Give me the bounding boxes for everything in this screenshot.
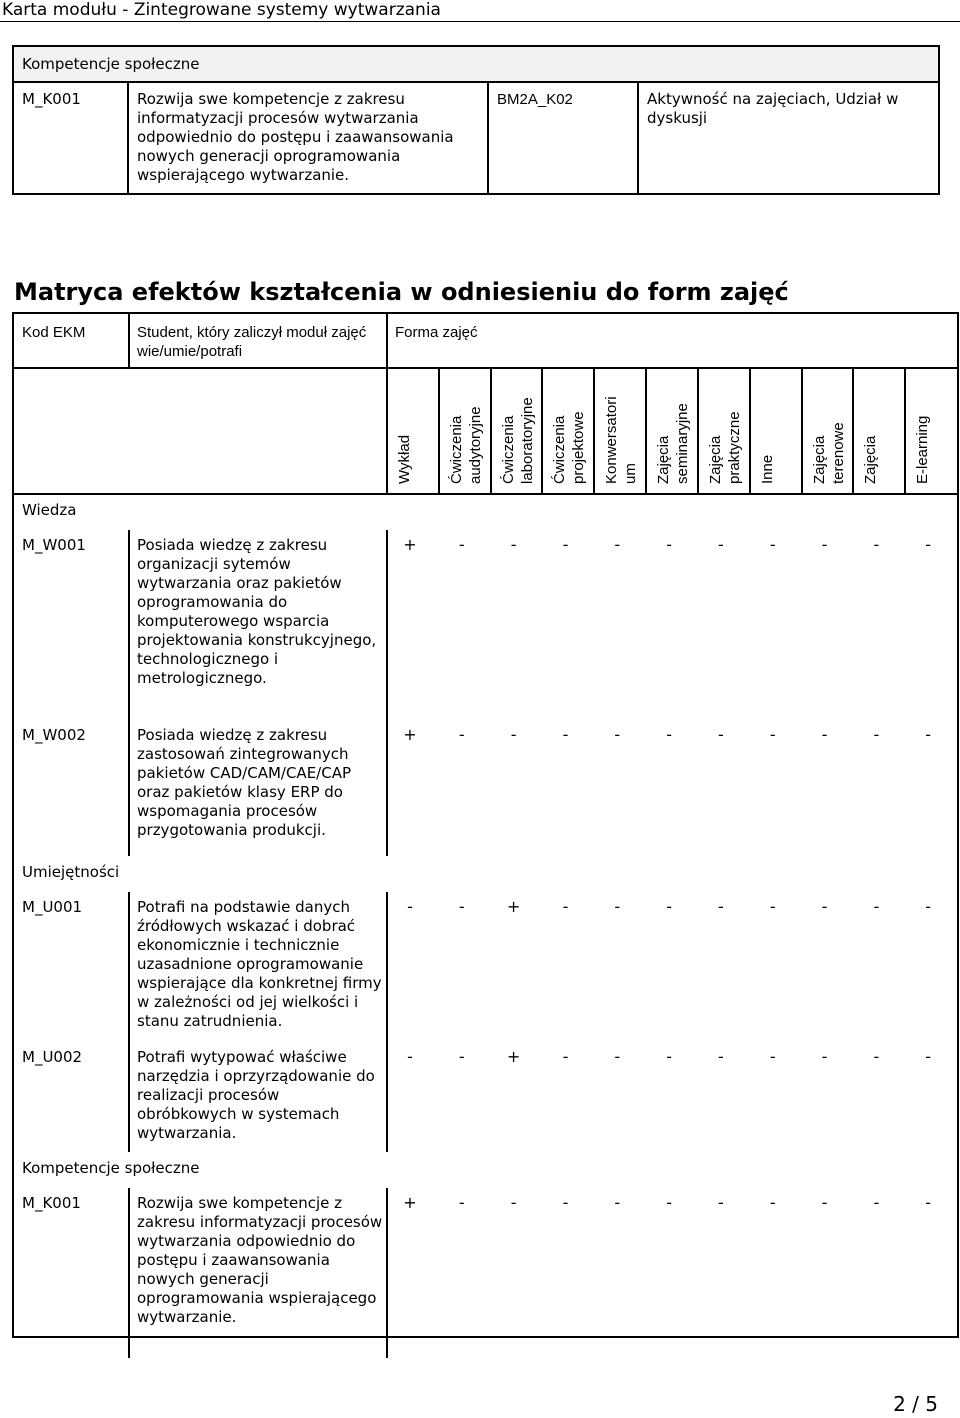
outcome-reference-cell xyxy=(488,82,638,194)
section-label-kompetencje-społeczne: Kompetencje społeczne xyxy=(22,1159,200,1177)
form-mark: - xyxy=(925,1193,932,1212)
form-mark: - xyxy=(873,535,880,554)
form-mark: + xyxy=(403,1193,417,1212)
outcome-code: M_K001 xyxy=(22,1194,81,1212)
grid-line xyxy=(541,368,543,494)
outcome-code: M_W001 xyxy=(22,536,86,554)
form-mark: - xyxy=(873,1193,880,1212)
grid-line xyxy=(14,367,957,369)
grid-line xyxy=(386,314,388,368)
verification-method-cell xyxy=(638,82,939,194)
form-mark: + xyxy=(506,897,521,916)
form-mark: + xyxy=(403,535,417,554)
form-mark: - xyxy=(925,725,932,744)
form-mark: - xyxy=(769,897,776,916)
form-mark: - xyxy=(458,897,465,916)
grid-line xyxy=(490,368,492,494)
form-mark: - xyxy=(458,725,465,744)
outcome-description: Posiada wiedzę z zakresu organizacji sytemów wytwarzania oraz pakietów oprogramowania do komputerowego wsparcia projektowania konstrukcyjnego, technologicznego i metrologicznego. xyxy=(137,536,377,687)
form-mark: - xyxy=(821,897,828,916)
outcome-reference: BM2A_K02 xyxy=(497,91,573,108)
outcome-description: Rozwija swe kompetencje z zakresu informatyzacji procesów wytwarzania odpowiednio do postępu i zaawansowania nowych generacji oprogramowania wspierającego wytwarzanie. xyxy=(137,90,454,184)
column-header-kod: Kod EKM xyxy=(22,324,86,341)
form-mark: - xyxy=(718,897,724,916)
form-mark: - xyxy=(769,725,776,744)
outcome-code: M_K001 xyxy=(22,90,81,108)
outcome-description: Posiada wiedzę z zakresu zastosowań zintegrowanych pakietów CAD/CAM/CAE/CAP oraz pakietów klasy ERP do wspomagania procesów przygotowania produkcji. xyxy=(137,726,352,839)
form-label-1 xyxy=(395,435,414,484)
form-mark: - xyxy=(510,725,517,744)
form-mark: - xyxy=(510,535,517,554)
form-mark: - xyxy=(614,535,621,554)
header-divider xyxy=(0,21,960,22)
form-mark: - xyxy=(666,1193,672,1212)
outcome-code-cell xyxy=(13,82,128,194)
grid-line xyxy=(438,368,440,494)
form-label-line: Wykład xyxy=(396,434,413,484)
section-header xyxy=(13,46,939,82)
grid-line xyxy=(128,1042,130,1152)
grid-line xyxy=(386,530,388,720)
form-label-line: audytoryjne xyxy=(466,406,484,484)
forms-matrix-table xyxy=(12,312,959,1338)
form-mark: - xyxy=(925,897,932,916)
form-label-line: Konwersatori xyxy=(603,396,621,484)
form-mark: + xyxy=(403,725,417,744)
form-mark: - xyxy=(873,1047,880,1066)
grid-line xyxy=(386,368,388,494)
grid-line xyxy=(386,720,388,856)
form-label-line: Zajęcia xyxy=(655,435,673,484)
outcome-description: Potrafi na podstawie danych źródłowych wskazać i dobrać ekonomicznie i technicznie uzasadnione oprogramowanie wspierające dla konkretnej firmy w zależności od jej wielkości i stanu zatrudnienia. xyxy=(137,898,382,1030)
form-label-4 xyxy=(550,411,588,484)
form-mark: - xyxy=(666,1047,672,1066)
grid-line xyxy=(852,368,854,494)
form-label-line: Ćwiczenia xyxy=(447,415,465,484)
page-number: 2 / 5 xyxy=(893,1392,938,1416)
form-label-line: praktyczne xyxy=(725,411,743,484)
form-mark: - xyxy=(458,1193,465,1212)
form-mark: - xyxy=(666,725,672,744)
form-label-line: Zajęcia xyxy=(862,435,880,484)
form-mark: - xyxy=(614,1047,621,1066)
form-label-line: terenowe xyxy=(829,422,847,484)
form-mark: + xyxy=(506,1047,521,1066)
form-label-line: projektowe xyxy=(570,411,588,484)
form-mark: - xyxy=(458,1047,465,1066)
form-label-line: Ćwiczenia xyxy=(551,415,569,484)
form-mark: - xyxy=(562,725,569,744)
grid-line xyxy=(386,892,388,1042)
grid-line xyxy=(749,368,751,494)
form-mark: - xyxy=(718,1193,724,1212)
form-mark: - xyxy=(458,535,465,554)
form-mark: - xyxy=(718,535,724,554)
form-mark: - xyxy=(769,1047,776,1066)
form-mark: - xyxy=(666,897,672,916)
form-label-3 xyxy=(499,397,537,484)
form-label-line: laboratoryjne xyxy=(518,397,536,484)
form-mark: - xyxy=(821,1047,828,1066)
form-mark: - xyxy=(562,1193,569,1212)
form-mark: - xyxy=(718,1047,724,1066)
grid-line xyxy=(697,368,699,494)
grid-line xyxy=(128,530,130,720)
grid-line xyxy=(386,1042,388,1152)
column-header-forma: Forma zajęć xyxy=(395,324,478,341)
form-label-2 xyxy=(447,406,485,484)
form-mark: - xyxy=(821,725,828,744)
form-mark: - xyxy=(821,1193,828,1212)
column-header-student: Student, który zaliczył moduł zajęć wie/umie/potrafi xyxy=(137,324,367,360)
section-label-umiejętności: Umiejętności xyxy=(22,863,120,881)
grid-line xyxy=(645,368,647,494)
form-mark: - xyxy=(614,1193,621,1212)
form-mark: - xyxy=(769,1193,776,1212)
form-label-5 xyxy=(602,396,640,484)
page-header-title: Karta modułu - Zintegrowane systemy wytwarzania xyxy=(2,0,441,20)
form-mark: - xyxy=(510,1193,517,1212)
form-mark: - xyxy=(718,725,724,744)
grid-line xyxy=(128,892,130,1042)
form-label-9 xyxy=(810,422,848,484)
grid-line xyxy=(14,493,957,495)
form-mark: - xyxy=(614,725,621,744)
section-label-wiedza: Wiedza xyxy=(22,501,77,519)
form-mark: - xyxy=(925,1047,932,1066)
outcome-code: M_U002 xyxy=(22,1048,83,1066)
form-label-line: Inne xyxy=(758,454,776,484)
form-label-6 xyxy=(654,403,692,484)
matrix-title: Matryca efektów kształcenia w odniesieniu do form zajęć xyxy=(14,278,789,306)
grid-line xyxy=(593,368,595,494)
grid-line xyxy=(904,368,906,494)
grid-line xyxy=(386,1188,388,1358)
form-mark: - xyxy=(666,535,672,554)
grid-line xyxy=(128,314,130,368)
form-mark: - xyxy=(407,897,413,916)
outcome-description: Potrafi wytypować właściwe narzędzia i oprzyrządowanie do realizacji procesów obróbkowych w systemach wytwarzania. xyxy=(137,1048,375,1142)
form-label-line: Zajęcia xyxy=(706,435,724,484)
competences-table xyxy=(12,45,940,195)
form-label-7 xyxy=(706,411,744,484)
form-mark: - xyxy=(614,897,621,916)
outcome-description-cell xyxy=(128,82,488,194)
outcome-code: M_U001 xyxy=(22,898,83,916)
form-label-10 xyxy=(861,436,880,484)
form-mark: - xyxy=(562,897,569,916)
form-mark: - xyxy=(562,535,569,554)
form-mark: - xyxy=(821,535,828,554)
grid-line xyxy=(801,368,803,494)
section-label: Kompetencje społeczne xyxy=(22,55,200,73)
outcome-code: M_W002 xyxy=(22,726,86,744)
form-label-line: E-learning xyxy=(914,415,932,484)
verification-method: Aktywność na zajęciach, Udział w dyskusji xyxy=(647,90,899,127)
form-label-8 xyxy=(758,455,777,484)
form-mark: - xyxy=(873,897,880,916)
outcome-description: Rozwija swe kompetencje z zakresu informatyzacji procesów wytwarzania odpowiednio do postępu i zaawansowania nowych generacji oprogramowania wspierającego wytwarzanie. xyxy=(137,1194,383,1326)
grid-line xyxy=(128,1188,130,1358)
form-mark: - xyxy=(769,535,776,554)
form-mark: - xyxy=(873,725,880,744)
form-label-line: seminaryjne xyxy=(674,403,692,484)
form-label-line: um xyxy=(622,463,640,484)
grid-line xyxy=(128,720,130,856)
form-label-line: Zajęcia xyxy=(810,435,828,484)
form-label-line: Ćwiczenia xyxy=(499,415,517,484)
form-mark: - xyxy=(562,1047,569,1066)
form-mark: - xyxy=(925,535,932,554)
form-label-11 xyxy=(913,416,932,484)
form-mark: - xyxy=(407,1047,413,1066)
